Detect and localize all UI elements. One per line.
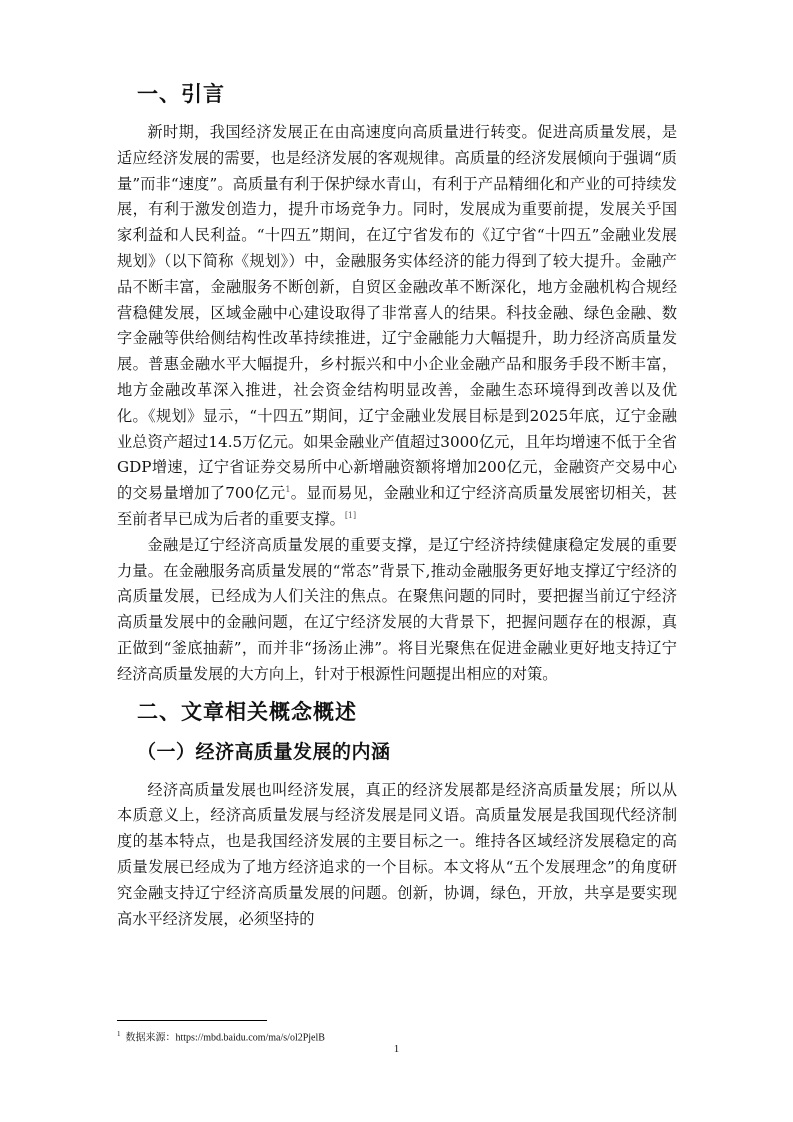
- footnote-divider: [117, 1020, 267, 1021]
- footnote-text: 数据来源：https://mbd.baidu.com/ma/s/ol2PjelB: [125, 1032, 325, 1044]
- paragraph-connotation-1: 经济高质量发展也叫经济发展，真正的经济发展都是经济高质量发展；所以从本质意义上，经济高质量发展与经济发展是同义语。高质量发展是我国现代经济制度的基本特点，也是我国经济发展的主要目标之一。维持各区域经济发展稳定的高质量发展已经成为了地方经济追求的一个目标。本文将从“五个发展理念”的角度研究金融支持辽宁经济高质量发展的问题。创新，协调，绿色，开放，共享是要实现高水平经济发展，必须坚持的: [117, 780, 677, 928]
- page-number: 1: [393, 1043, 400, 1055]
- section-heading-introduction: 一、引言: [137, 82, 225, 106]
- subsection-heading-connotation: （一）经济高质量发展的内涵: [137, 740, 391, 763]
- footnote-mark: 1: [117, 1030, 121, 1038]
- citation-reference[interactable]: [1]: [344, 510, 357, 520]
- section-heading-concepts: 二、文章相关概念概述: [137, 699, 357, 724]
- paragraph-intro-1-text-end: 。显而易见，金融业和辽宁经济高质量发展密切相关，甚至前者早已成为后者的重要支撑。: [117, 484, 677, 528]
- footnote-reference[interactable]: 1: [285, 485, 291, 495]
- paragraph-intro-2: 金融是辽宁经济高质量发展的重要支撑，是辽宁经济持续健康稳定发展的重要力量。在金融服务高质量发展的“常态”背景下,推动金融服务更好地支撑辽宁经济的高质量发展，已经成为人们关注的焦点。在聚焦问题的同时，要把握当前辽宁经济高质量发展中的金融问题，在辽宁经济发展的大背景下，把握问题存在的根源，真正做到“釜底抽薪”，而并非“扬汤止沸”。将目光聚焦在促进金融业更好地支持辽宁经济高质量发展的大方向上，针对于根源性问题提出相应的对策。: [117, 535, 677, 683]
- paragraph-intro-1-text: 新时期，我国经济发展正在由高速度向高质量进行转变。促进高质量发展，是适应经济发展的需要，也是经济发展的客观规律。高质量的经济发展倾向于强调“质量”而非“速度”。高质量有利于保护绿水青山，有利于产品精细化和产业的可持续发展，有利于激发创造力，提升市场竞争力。同时，发展成为重要前提，发展关乎国家利益和人民利益。“十四五”期间，在辽宁省发布的《辽宁省“十四五”金融业发展规划》（以下简称《规划》）中，金融服务实体经济的能力得到了较大提升。金融产品不断丰富，金融服务不断创新，自贸区金融改革不断深化，地方金融机构合规经营稳健发展，区域金融中心建设取得了非常喜人的结果。科技金融、绿色金融、数字金融等供给侧结构性改革持续推进，辽宁金融能力大幅提升，助力经济高质量发展。普惠金融水平大幅提升，乡村振兴和中小企业金融产品和服务手段不断丰富，地方金融改革深入推进，社会资金结构明显改善，金融生态环境得到改善以及优化。《规划》显示，“十四五”期间，辽宁金融业发展目标是到2025年底，辽宁金融业总资产超过14.5万亿元。如果金融业产值超过3000亿元，且年均增速不低于全省GDP增速，辽宁省证券交易所中心新增融资额将增加200亿元，金融资产交易中心的交易量增加了700亿元: [117, 123, 677, 503]
- page-content: [117, 74, 677, 932]
- paragraph-intro-1: [117, 120, 677, 533]
